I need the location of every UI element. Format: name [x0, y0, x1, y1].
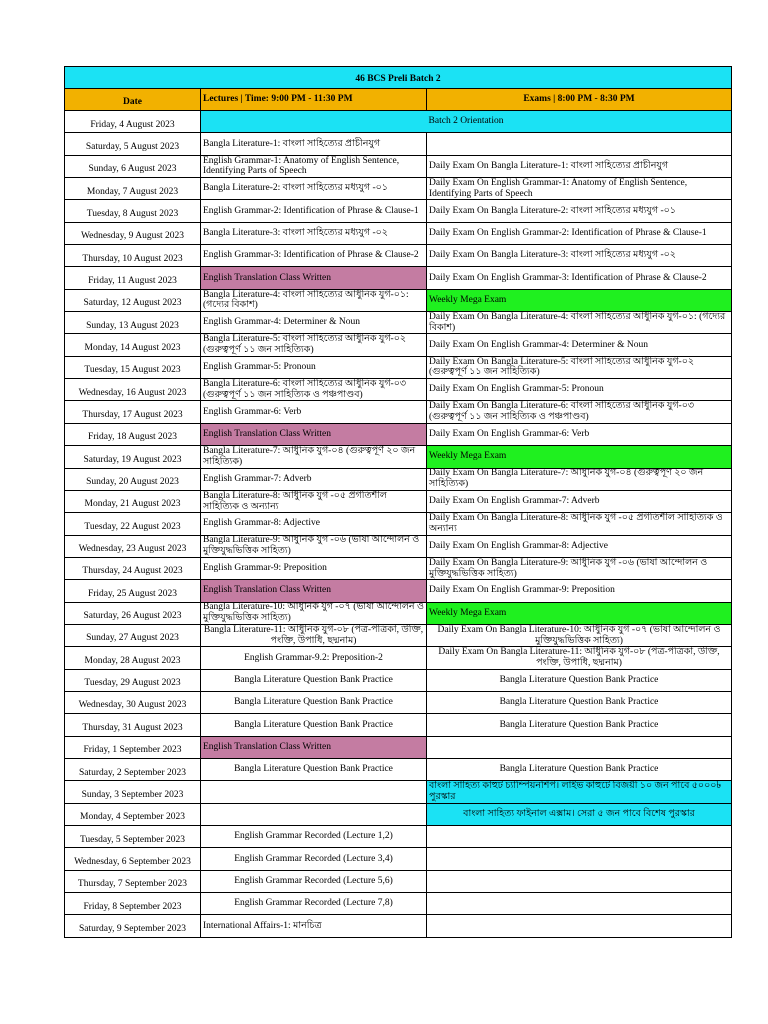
schedule-row: [65, 469, 732, 491]
exam-cell: Weekly Mega Exam: [427, 603, 732, 625]
exam-cell: Daily Exam On Bangla Literature-6: বাংলা সাহিত্যের আধুনিক যুগ-০৩ (গুরুত্বপূর্ণ ১১ জন সাহিত্যিক ও পঞ্চপাণ্ডব): [427, 401, 732, 423]
lecture-cell: English Grammar-3: Identification of Phrase & Clause-2: [201, 245, 427, 267]
lecture-cell: Bangla Literature Question Bank Practice: [201, 714, 427, 736]
date-header: Date: [65, 89, 201, 111]
schedule-row: [65, 536, 732, 558]
lecture-cell: English Grammar Recorded (Lecture 1,2): [201, 826, 427, 848]
date-cell: Thursday, 10 August 2023: [65, 245, 201, 267]
lecture-cell: English Grammar-5: Pronoun: [201, 357, 427, 379]
exam-cell: Daily Exam On English Grammar-2: Identification of Phrase & Clause-1: [427, 223, 732, 245]
exam-cell: Daily Exam On Bangla Literature-11: আধুনিক যুগ-০৮ (পত্র-পত্রিকা, উক্তি, পংক্তি, উপাধি, ছদ্মনাম): [427, 647, 732, 669]
exam-cell: বাংলা সাহিত্য কাহুট চ্যাম্পিয়নশিপ। লাইভ কাহুটে বিজয়ী ১০ জন পাবে ৫০০০৳ পুরস্কার: [427, 781, 732, 803]
lecture-cell: Bangla Literature Question Bank Practice: [201, 759, 427, 781]
lecture-cell: Bangla Literature-1: বাংলা সাহিত্যের প্রাচীনযুগ: [201, 133, 427, 155]
title-row: [65, 67, 732, 89]
schedule-row: [65, 424, 732, 446]
exam-cell: Daily Exam On English Grammar-5: Pronoun: [427, 379, 732, 401]
schedule-row: [65, 893, 732, 915]
exam-cell: বাংলা সাহিত্য ফাইনাল এক্সাম। সেরা ৫ জন পাবে বিশেষ পুরস্কার: [427, 804, 732, 826]
date-cell: Saturday, 12 August 2023: [65, 290, 201, 312]
schedule-row: [65, 848, 732, 870]
exam-cell: Bangla Literature Question Bank Practice: [427, 759, 732, 781]
schedule-row: [65, 871, 732, 893]
date-cell: Thursday, 7 September 2023: [65, 871, 201, 893]
schedule-row: [65, 603, 732, 625]
schedule-row: [65, 915, 732, 937]
lecture-cell: English Grammar-8: Adjective: [201, 513, 427, 535]
lecture-cell: English Translation Class Written: [201, 424, 427, 446]
exams-header: Exams | 8:00 PM - 8:30 PM: [427, 89, 732, 111]
lectures-header: Lectures | Time: 9:00 PM - 11:30 PM: [201, 89, 427, 111]
date-cell: Thursday, 17 August 2023: [65, 401, 201, 423]
date-cell: Friday, 11 August 2023: [65, 267, 201, 289]
table-title: 46 BCS Preli Batch 2: [65, 67, 732, 89]
exam-cell: Daily Exam On Bangla Literature-2: বাংলা সাহিত্যের মধ্যযুগ -০১: [427, 200, 732, 222]
date-cell: Saturday, 26 August 2023: [65, 603, 201, 625]
date-cell: Friday, 4 August 2023: [65, 111, 201, 133]
lecture-cell: English Grammar Recorded (Lecture 3,4): [201, 848, 427, 870]
schedule-row: [65, 200, 732, 222]
exam-cell: Weekly Mega Exam: [427, 446, 732, 468]
exam-cell: Daily Exam On Bangla Literature-7: আধুনিক যুগ-০৪ (গুরুত্বপূর্ণ ২০ জন সাহিত্যিক): [427, 469, 732, 491]
exam-cell: Daily Exam On English Grammar-6: Verb: [427, 424, 732, 446]
schedule-row: [65, 446, 732, 468]
exam-cell: [427, 893, 732, 915]
exam-cell: [427, 737, 732, 759]
schedule-row: [65, 379, 732, 401]
schedule-row: [65, 245, 732, 267]
date-cell: Friday, 8 September 2023: [65, 893, 201, 915]
exam-cell: Daily Exam On English Grammar-3: Identification of Phrase & Clause-2: [427, 267, 732, 289]
schedule-row: [65, 692, 732, 714]
date-cell: Tuesday, 15 August 2023: [65, 357, 201, 379]
lecture-cell: Bangla Literature-11: আধুনিক যুগ-০৮ (পত্র-পত্রিকা, উক্তি, পংক্তি, উপাধি, ছদ্মনাম): [201, 625, 427, 647]
schedule-row: [65, 513, 732, 535]
lecture-cell: English Grammar-4: Determiner & Noun: [201, 312, 427, 334]
lecture-cell: English Translation Class Written: [201, 580, 427, 602]
date-cell: Tuesday, 22 August 2023: [65, 513, 201, 535]
date-cell: Saturday, 5 August 2023: [65, 133, 201, 155]
schedule-row: [65, 133, 732, 155]
exam-cell: Daily Exam On Bangla Literature-5: বাংলা সাহিত্যের আধুনিক যুগ-০২ (গুরুত্বপূর্ণ ১১ জন সাহিত্যিক): [427, 357, 732, 379]
date-cell: Monday, 21 August 2023: [65, 491, 201, 513]
exam-cell: [427, 848, 732, 870]
lecture-cell: [201, 804, 427, 826]
date-cell: Sunday, 13 August 2023: [65, 312, 201, 334]
orientation-cell: Batch 2 Orientation: [201, 111, 732, 133]
schedule-row: [65, 670, 732, 692]
schedule-row: [65, 781, 732, 803]
exam-cell: Daily Exam On Bangla Literature-10: আধুনিক যুগ -০৭ (ভাষা আন্দোলন ও মুক্তিযুদ্ধভিত্তিক সাহিত্য): [427, 625, 732, 647]
date-cell: Sunday, 27 August 2023: [65, 625, 201, 647]
schedule-row: [65, 558, 732, 580]
header-row: [65, 89, 732, 111]
schedule-row: [65, 111, 732, 133]
date-cell: Sunday, 20 August 2023: [65, 469, 201, 491]
lecture-cell: Bangla Literature-6: বাংলা সাহিত্যের আধুনিক যুগ-০৩ (গুরুত্বপূর্ণ ১১ জন সাহিত্যিক ও পঞ্চপাণ্ডব): [201, 379, 427, 401]
schedule-row: [65, 178, 732, 200]
lecture-cell: English Translation Class Written: [201, 267, 427, 289]
lecture-cell: Bangla Literature-10: আধুনিক যুগ -০৭ (ভাষা আন্দোলন ও মুক্তিযুদ্ধভিত্তিক সাহিত্য): [201, 603, 427, 625]
exam-cell: [427, 133, 732, 155]
date-cell: Sunday, 6 August 2023: [65, 156, 201, 178]
schedule-row: [65, 334, 732, 356]
date-cell: Tuesday, 29 August 2023: [65, 670, 201, 692]
exam-cell: Bangla Literature Question Bank Practice: [427, 692, 732, 714]
lecture-cell: Bangla Literature-4: বাংলা সাহিত্যের আধুনিক যুগ-০১: (গদ্যের বিকাশ): [201, 290, 427, 312]
lecture-cell: Bangla Literature-3: বাংলা সাহিত্যের মধ্যযুগ -০২: [201, 223, 427, 245]
date-cell: Tuesday, 8 August 2023: [65, 200, 201, 222]
lecture-cell: Bangla Literature Question Bank Practice: [201, 692, 427, 714]
lecture-cell: International Affairs-1: মানচিত্র: [201, 915, 427, 937]
date-cell: Friday, 18 August 2023: [65, 424, 201, 446]
date-cell: Wednesday, 30 August 2023: [65, 692, 201, 714]
date-cell: Wednesday, 9 August 2023: [65, 223, 201, 245]
lecture-cell: English Grammar-1: Anatomy of English Sentence, Identifying Parts of Speech: [201, 156, 427, 178]
schedule-row: [65, 580, 732, 602]
lecture-cell: English Grammar-7: Adverb: [201, 469, 427, 491]
exam-cell: Daily Exam On English Grammar-1: Anatomy of English Sentence, Identifying Parts of Speech: [427, 178, 732, 200]
schedule-row: [65, 804, 732, 826]
lecture-cell: [201, 781, 427, 803]
lecture-cell: Bangla Literature-8: আধুনিক যুগ -০৫ প্রগতিশীল সাহিত্যিক ও অন্যান্য: [201, 491, 427, 513]
exam-cell: Daily Exam On English Grammar-4: Determiner & Noun: [427, 334, 732, 356]
schedule-row: [65, 312, 732, 334]
lecture-cell: Bangla Literature-7: আধুনিক যুগ-০৪ (গুরুত্বপূর্ণ ২০ জন সাহিত্যিক): [201, 446, 427, 468]
lecture-cell: Bangla Literature-9: আধুনিক যুগ -০৬ (ভাষা আন্দোলন ও মুক্তিযুদ্ধভিত্তিক সাহিত্য): [201, 536, 427, 558]
date-cell: Saturday, 19 August 2023: [65, 446, 201, 468]
date-cell: Monday, 7 August 2023: [65, 178, 201, 200]
schedule-row: [65, 223, 732, 245]
lecture-cell: English Grammar-9: Preposition: [201, 558, 427, 580]
schedule-row: [65, 267, 732, 289]
schedule-row: [65, 826, 732, 848]
lecture-cell: Bangla Literature Question Bank Practice: [201, 670, 427, 692]
exam-cell: Daily Exam On English Grammar-9: Preposition: [427, 580, 732, 602]
schedule-row: [65, 357, 732, 379]
lecture-cell: English Grammar-2: Identification of Phrase & Clause-1: [201, 200, 427, 222]
schedule-row: [65, 156, 732, 178]
schedule-row: [65, 491, 732, 513]
exam-cell: Bangla Literature Question Bank Practice: [427, 670, 732, 692]
schedule-row: [65, 401, 732, 423]
date-cell: Sunday, 3 September 2023: [65, 781, 201, 803]
lecture-cell: English Grammar-9.2: Preposition-2: [201, 647, 427, 669]
schedule-row: [65, 759, 732, 781]
date-cell: Monday, 4 September 2023: [65, 804, 201, 826]
exam-cell: Daily Exam On Bangla Literature-1: বাংলা সাহিত্যের প্রাচীনযুগ: [427, 156, 732, 178]
date-cell: Saturday, 2 September 2023: [65, 759, 201, 781]
lecture-cell: Bangla Literature-5: বাংলা সাহিত্যের আধুনিক যুগ-০২ (গুরুত্বপূর্ণ ১১ জন সাহিত্যিক): [201, 334, 427, 356]
lecture-cell: English Grammar Recorded (Lecture 7,8): [201, 893, 427, 915]
date-cell: Monday, 14 August 2023: [65, 334, 201, 356]
exam-cell: Daily Exam On Bangla Literature-9: আধুনিক যুগ -০৬ (ভাষা আন্দোলন ও মুক্তিযুদ্ধভিত্তিক সাহিত্য): [427, 558, 732, 580]
date-cell: Wednesday, 6 September 2023: [65, 848, 201, 870]
exam-cell: [427, 826, 732, 848]
exam-cell: Daily Exam On English Grammar-8: Adjective: [427, 536, 732, 558]
exam-cell: [427, 871, 732, 893]
lecture-cell: English Grammar-6: Verb: [201, 401, 427, 423]
exam-cell: Daily Exam On Bangla Literature-4: বাংলা সাহিত্যের আধুনিক যুগ-০১: (গদ্যের বিকাশ): [427, 312, 732, 334]
schedule-row: [65, 290, 732, 312]
date-cell: Friday, 1 September 2023: [65, 737, 201, 759]
schedule-row: [65, 737, 732, 759]
exam-cell: [427, 915, 732, 937]
date-cell: Wednesday, 16 August 2023: [65, 379, 201, 401]
date-cell: Thursday, 31 August 2023: [65, 714, 201, 736]
date-cell: Friday, 25 August 2023: [65, 580, 201, 602]
date-cell: Monday, 28 August 2023: [65, 647, 201, 669]
date-cell: Wednesday, 23 August 2023: [65, 536, 201, 558]
date-cell: Thursday, 24 August 2023: [65, 558, 201, 580]
lecture-cell: English Grammar Recorded (Lecture 5,6): [201, 871, 427, 893]
date-cell: Tuesday, 5 September 2023: [65, 826, 201, 848]
exam-cell: Weekly Mega Exam: [427, 290, 732, 312]
schedule-row: [65, 625, 732, 647]
lecture-cell: Bangla Literature-2: বাংলা সাহিত্যের মধ্যযুগ -০১: [201, 178, 427, 200]
schedule-table: [64, 66, 732, 938]
date-cell: Saturday, 9 September 2023: [65, 915, 201, 937]
exam-cell: Daily Exam On Bangla Literature-8: আধুনিক যুগ -০৫ প্রগতিশীল সাহিত্যিক ও অন্যান্য: [427, 513, 732, 535]
schedule-row: [65, 647, 732, 669]
exam-cell: Daily Exam On English Grammar-7: Adverb: [427, 491, 732, 513]
schedule-row: [65, 714, 732, 736]
exam-cell: Bangla Literature Question Bank Practice: [427, 714, 732, 736]
exam-cell: Daily Exam On Bangla Literature-3: বাংলা সাহিত্যের মধ্যযুগ -০২: [427, 245, 732, 267]
lecture-cell: English Translation Class Written: [201, 737, 427, 759]
